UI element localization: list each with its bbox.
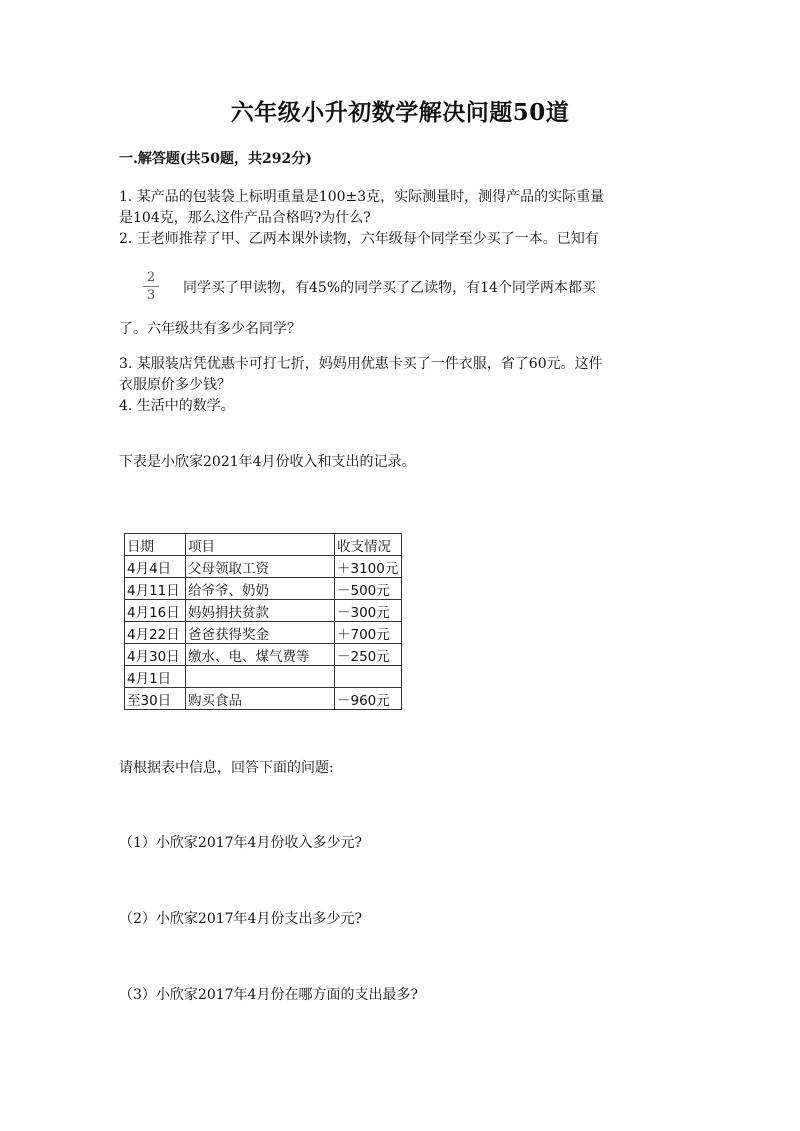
question-1-line-2: 是104克，那么这件产品合格吗?为什么? bbox=[119, 210, 371, 226]
table-cell-item: 父母领取工资 bbox=[186, 556, 335, 578]
table-cell-date: 4月11日 bbox=[125, 578, 186, 600]
question-2-line-1: 2. 王老师推荐了甲、乙两本课外读物，六年级每个同学至少买了一本。已知有 bbox=[119, 231, 599, 247]
question-3-line-1: 3. 某服装店凭优惠卡可打七折，妈妈用优惠卡买了一件衣服，省了60元。这件 bbox=[119, 356, 603, 372]
fraction-numerator: 2 bbox=[146, 270, 156, 285]
question-2-line-2: 同学买了甲读物，有45%的同学买了乙读物，有14个同学两本都买 bbox=[183, 280, 596, 296]
fraction-denominator: 3 bbox=[146, 288, 156, 303]
table-header-row bbox=[125, 534, 402, 556]
table-instructions: 请根据表中信息，回答下面的问题: bbox=[119, 760, 334, 776]
question-2-line-3: 了。六年级共有多少名同学？ bbox=[119, 321, 301, 337]
table-cell-amount: －250元 bbox=[335, 644, 402, 666]
question-3-line-2: 衣服原价多少钱？ bbox=[119, 377, 231, 393]
income-expense-table bbox=[124, 533, 402, 710]
table-header-date: 日期 bbox=[125, 534, 186, 556]
table-cell-item: 给爷爷、奶奶 bbox=[186, 578, 335, 600]
table-cell-item: 妈妈捐扶贫款 bbox=[186, 600, 335, 622]
table-row bbox=[125, 556, 402, 578]
table-cell-date: 4月16日 bbox=[125, 600, 186, 622]
fraction-bar bbox=[143, 286, 159, 287]
table-cell-date: 至30日 bbox=[125, 688, 186, 710]
table-header-amount: 收支情况 bbox=[335, 534, 402, 556]
sub-question-1: （1）小欣家2017年4月份收入多少元? bbox=[119, 835, 362, 851]
table-row bbox=[125, 644, 402, 666]
table-row bbox=[125, 600, 402, 622]
table-cell-item: 缴水、电、煤气费等 bbox=[186, 644, 335, 666]
table-cell-item bbox=[186, 666, 335, 688]
table-cell-date: 4月4日 bbox=[125, 556, 186, 578]
table-row bbox=[125, 666, 402, 688]
table-cell-date: 4月1日 bbox=[125, 666, 186, 688]
section-heading: 一.解答题(共50题，共292分) bbox=[119, 151, 312, 167]
table-cell-amount: ＋700元 bbox=[335, 622, 402, 644]
table-row bbox=[125, 578, 402, 600]
question-4-line-1: 4. 生活中的数学。 bbox=[119, 398, 235, 414]
table-row bbox=[125, 688, 402, 710]
question-1-line-1: 1. 某产品的包装袋上标明重量是100±3克，实际测量时，测得产品的实际重量 bbox=[119, 189, 605, 205]
table-row bbox=[125, 622, 402, 644]
sub-question-3: （3）小欣家2017年4月份在哪方面的支出最多? bbox=[119, 987, 418, 1003]
table-cell-amount: －300元 bbox=[335, 600, 402, 622]
fraction-two-thirds bbox=[143, 270, 159, 303]
table-cell-item: 爸爸获得奖金 bbox=[186, 622, 335, 644]
table-cell-item: 购买食品 bbox=[186, 688, 335, 710]
sub-question-2: （2）小欣家2017年4月份支出多少元? bbox=[119, 911, 362, 927]
table-header-item: 项目 bbox=[186, 534, 335, 556]
table-cell-amount: －960元 bbox=[335, 688, 402, 710]
table-cell-amount: ＋3100元 bbox=[335, 556, 402, 578]
page-title: 六年级小升初数学解决问题50道 bbox=[230, 99, 570, 126]
table-cell-date: 4月30日 bbox=[125, 644, 186, 666]
question-4-intro: 下表是小欣家2021年4月份收入和支出的记录。 bbox=[119, 454, 416, 470]
table-cell-amount: －500元 bbox=[335, 578, 402, 600]
table-cell-amount bbox=[335, 666, 402, 688]
table-cell-date: 4月22日 bbox=[125, 622, 186, 644]
